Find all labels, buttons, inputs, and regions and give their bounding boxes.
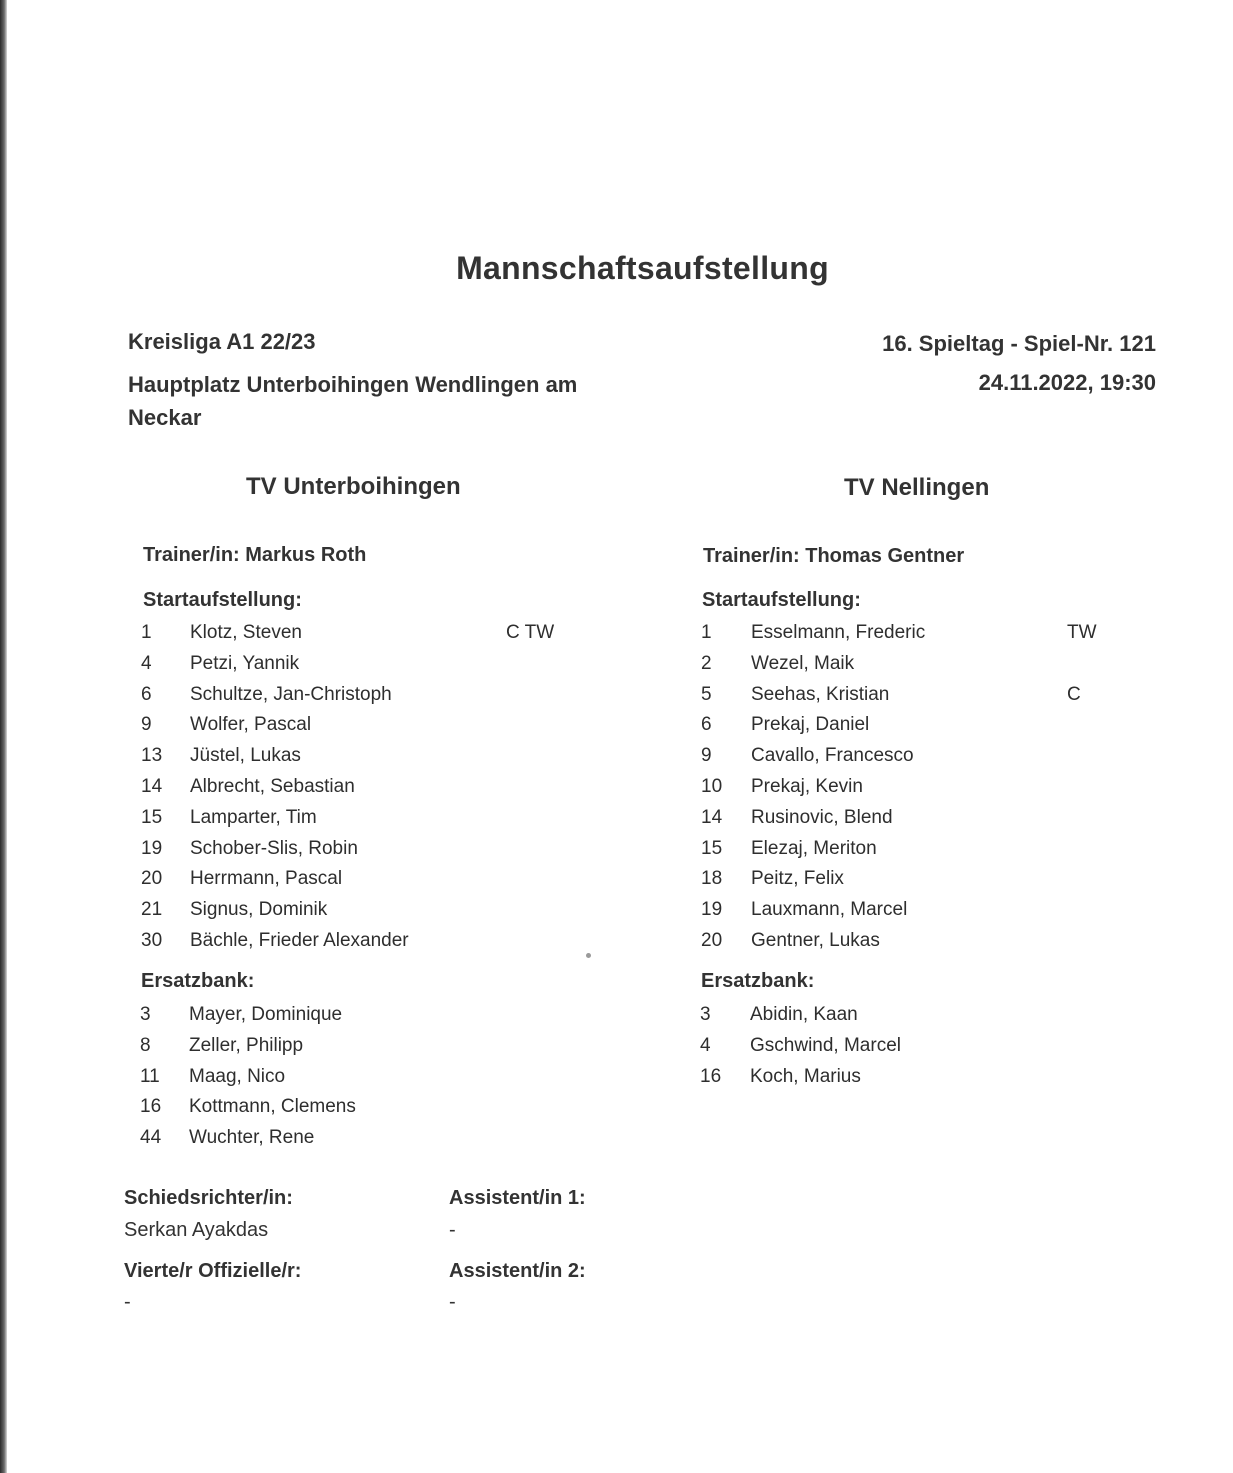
player-row xyxy=(141,773,621,801)
home-bench-label: Ersatzbank: xyxy=(141,970,255,992)
player-number: 16 xyxy=(140,1096,162,1118)
assistant1-label: Assistent/in 1: xyxy=(449,1187,586,1209)
player-number: 44 xyxy=(140,1127,162,1149)
player-name: Peitz, Felix xyxy=(751,868,844,890)
player-number: 18 xyxy=(701,868,723,890)
player-number: 9 xyxy=(701,745,712,767)
player-number: 20 xyxy=(701,930,723,951)
player-name: Kottmann, Clemens xyxy=(189,1096,356,1118)
player-number: 16 xyxy=(700,1065,722,1087)
player-row xyxy=(701,835,1141,863)
player-number: 1 xyxy=(701,622,712,643)
player-name: Bächle, Frieder Alexander xyxy=(190,930,409,951)
player-number: 15 xyxy=(701,837,723,859)
player-name: Schultze, Jan-Christoph xyxy=(190,683,392,705)
venue: Hauptplatz Unterboihingen Wendlingen am Neckar xyxy=(128,372,578,430)
player-row xyxy=(140,1032,620,1060)
fourth-official-label: Vierte/r Offizielle/r: xyxy=(124,1260,302,1282)
player-row xyxy=(141,835,621,863)
player-row xyxy=(141,681,621,709)
player-row xyxy=(701,927,1141,955)
player-row xyxy=(700,1032,1140,1060)
player-row xyxy=(140,1063,620,1091)
player-name: Maag, Nico xyxy=(189,1065,286,1087)
player-number: 11 xyxy=(140,1065,160,1087)
player-number: 19 xyxy=(701,899,723,921)
player-row xyxy=(701,711,1141,739)
matchday: 16. Spieltag - Spiel-Nr. 121 xyxy=(882,331,1156,356)
player-row xyxy=(140,1093,620,1121)
player-name: Prekaj, Daniel xyxy=(751,714,870,736)
home-starting-label: Startaufstellung: xyxy=(143,589,302,611)
player-row xyxy=(140,1124,620,1152)
match-datetime: 24.11.2022, 19:30 xyxy=(978,370,1156,395)
player-name: Wuchter, Rene xyxy=(189,1127,315,1149)
player-row xyxy=(141,927,621,955)
player-number: 1 xyxy=(141,622,152,643)
player-name: Schober-Slis, Robin xyxy=(190,837,358,859)
player-name: Mayer, Dominique xyxy=(189,1004,343,1025)
player-name: Wezel, Maik xyxy=(751,652,855,674)
player-name: Lamparter, Tim xyxy=(190,806,317,828)
player-row xyxy=(141,742,621,770)
referee-name: Serkan Ayakdas xyxy=(124,1219,269,1241)
player-name: Esselmann, Frederic xyxy=(751,622,926,643)
player-name: Cavallo, Francesco xyxy=(751,745,914,767)
player-number: 3 xyxy=(140,1004,151,1025)
player-number: 4 xyxy=(700,1034,711,1056)
player-row xyxy=(701,742,1141,770)
scan-speck xyxy=(586,953,591,958)
assistant2-label: Assistent/in 2: xyxy=(449,1260,586,1282)
player-number: 21 xyxy=(141,899,163,921)
player-number: 20 xyxy=(141,868,163,890)
player-row xyxy=(701,896,1141,924)
player-row xyxy=(141,804,621,832)
page-title: Mannschaftsaufstellung xyxy=(456,250,829,286)
league: Kreisliga A1 22/23 xyxy=(128,329,316,354)
player-row xyxy=(701,650,1141,678)
player-number: 5 xyxy=(701,683,712,705)
player-row xyxy=(700,1063,1140,1091)
player-row xyxy=(701,865,1141,893)
player-name: Klotz, Steven xyxy=(190,622,302,643)
player-name: Prekaj, Kevin xyxy=(751,776,863,797)
player-role: C TW xyxy=(506,622,555,643)
player-name: Seehas, Kristian xyxy=(751,683,890,705)
player-name: Elezaj, Meriton xyxy=(751,837,877,859)
referee-label: Schiedsrichter/in: xyxy=(124,1187,293,1209)
player-name: Petzi, Yannik xyxy=(190,652,300,674)
assistant2-value: - xyxy=(449,1291,456,1313)
assistant1-value: - xyxy=(449,1219,456,1241)
player-number: 2 xyxy=(701,652,712,674)
player-number: 10 xyxy=(701,776,723,797)
player-name: Rusinovic, Blend xyxy=(751,806,893,828)
player-name: Zeller, Philipp xyxy=(189,1034,304,1056)
player-number: 9 xyxy=(141,714,152,736)
player-number: 14 xyxy=(701,806,723,828)
player-row xyxy=(701,619,1141,647)
player-name: Albrecht, Sebastian xyxy=(190,776,355,797)
player-number: 14 xyxy=(141,776,163,797)
player-number: 6 xyxy=(141,683,152,705)
player-name: Lauxmann, Marcel xyxy=(751,899,908,921)
player-row xyxy=(141,896,621,924)
player-name: Jüstel, Lukas xyxy=(190,745,301,767)
home-coach: Trainer/in: Markus Roth xyxy=(143,544,367,566)
player-number: 19 xyxy=(141,837,163,859)
player-number: 3 xyxy=(700,1004,711,1025)
player-name: Gschwind, Marcel xyxy=(750,1034,901,1056)
player-row xyxy=(701,681,1141,709)
player-name: Abidin, Kaan xyxy=(750,1004,858,1025)
player-row xyxy=(141,619,621,647)
player-name: Signus, Dominik xyxy=(190,899,328,921)
player-number: 30 xyxy=(141,930,163,951)
player-number: 15 xyxy=(141,806,163,828)
player-name: Gentner, Lukas xyxy=(751,930,880,951)
away-bench-label: Ersatzbank: xyxy=(701,970,815,992)
player-role: C xyxy=(1067,683,1081,705)
player-row xyxy=(141,650,621,678)
player-row xyxy=(141,711,621,739)
away-team-name: TV Nellingen xyxy=(844,474,990,501)
home-team-name: TV Unterboihingen xyxy=(246,473,461,500)
player-row xyxy=(700,1001,1140,1029)
away-coach: Trainer/in: Thomas Gentner xyxy=(703,545,965,567)
player-row xyxy=(140,1001,620,1029)
player-number: 4 xyxy=(141,652,152,674)
player-number: 6 xyxy=(701,714,712,736)
player-name: Wolfer, Pascal xyxy=(190,714,312,736)
player-name: Koch, Marius xyxy=(750,1065,861,1087)
player-row xyxy=(701,804,1141,832)
player-role: TW xyxy=(1067,622,1097,643)
scan-edge xyxy=(0,0,7,1473)
player-name: Herrmann, Pascal xyxy=(190,868,343,890)
away-starting-label: Startaufstellung: xyxy=(702,589,861,611)
player-row xyxy=(701,773,1141,801)
player-row xyxy=(141,865,621,893)
player-number: 13 xyxy=(141,745,163,767)
fourth-official-value: - xyxy=(124,1291,131,1313)
player-number: 8 xyxy=(140,1034,151,1056)
